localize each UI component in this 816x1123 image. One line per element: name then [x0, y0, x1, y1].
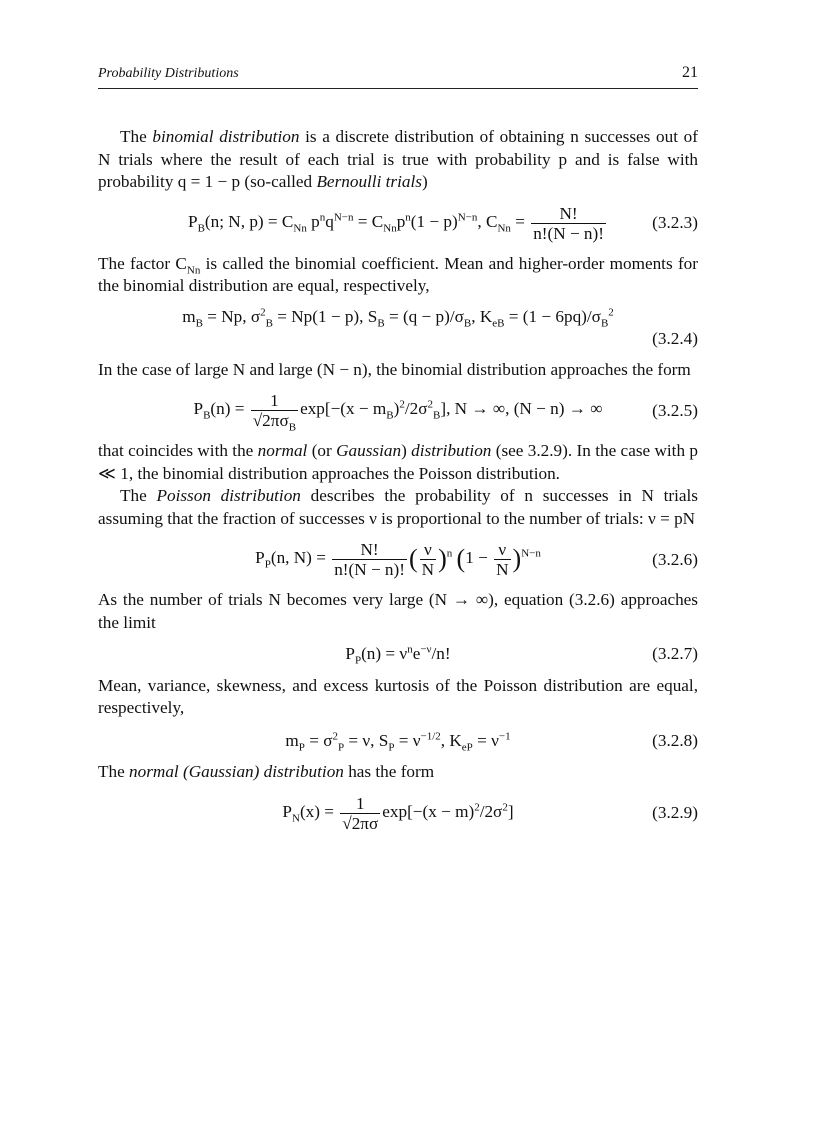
- paragraph-poisson-moments: Mean, variance, skewness, and excess kurtosis of the Poisson distribution are equal, respectively,: [98, 675, 698, 717]
- paragraph-normal-limit: that coincides with the normal (or Gaussian) distribution (see 3.2.9). In the case with p ≪ 1, the binomial distribution approaches the Poisson distribution.: [98, 441, 699, 483]
- equation-3-2-5: $P_B(n)$ = $\frac{1}{√2\pi\sigma_B}$ $\exp[-(x - m_B)^2/2\sigma^2_B]$, N → ∞, (N − n) → ∞ (3.2.5): [193, 391, 698, 434]
- equation-number: (3.2.8): [652, 730, 698, 750]
- paragraph-large-n: In the case of large N and large (N − n), the binomial distribution approaches the form: [98, 359, 691, 379]
- equation-3-2-8: $m_P = \sigma^2_P = \nu$, $S_P = \nu^{-1/2}$, $K_{eP} = \nu^{-1}$ (3.2.8): [285, 729, 698, 753]
- paragraph-poisson-intro: The Poisson distribution describes the probability of n successes in N trials assuming that the fraction of successes ν is proportional to the number of trials: ν = pN: [98, 486, 698, 528]
- equation-3-2-3: $P_B(n$; N, $p) = C_{Nn}$ $p^nq^{N-n} = C_{Nn}p^n(1 - p)^{N-n}$, $C_{Nn}$ = $\frac{N!}{n!(N - n)!}$ (3.2.3): [188, 203, 698, 243]
- paragraph-poisson-limit: As the number of trials N becomes very large (N → ∞), equation (3.2.6) approaches the limit: [98, 590, 698, 632]
- page-body: [98, 126, 698, 841]
- equation-number: (3.2.4): [652, 329, 698, 348]
- paragraph-normal-intro: The normal (Gaussian) distribution has the form: [98, 762, 435, 781]
- equation-number: (3.2.3): [652, 212, 698, 232]
- equation-3-2-7: $P_P(n) = \nu^ne^{-\nu}/n$! (3.2.7): [345, 643, 698, 667]
- running-header: [98, 62, 698, 89]
- equation-number: (3.2.7): [652, 644, 698, 663]
- equation-3-2-9: $P_N(x)$ = $\frac{1}{√2\pi\sigma}$ $\exp[-(x - m)^2/2\sigma^2]$ (3.2.9): [282, 793, 698, 833]
- page-number: 21: [682, 64, 698, 81]
- equation-number: (3.2.5): [652, 400, 698, 420]
- equation-3-2-4: $m_B = Np$, $\sigma^2_B = Np(1 - p)$, $S_B = (q - p)/\sigma_B$, $K_{eB} = (1 - 6pq)/\sigma_B^2$: [182, 305, 614, 329]
- paragraph-binomial-intro: The binomial distribution is a discrete distribution of obtaining n successes out of N trials where the result of each trial is true with probability p and is false with probability q = 1 − p (so-called Bernoulli trials): [98, 127, 698, 191]
- running-title: Probability Distributions: [98, 66, 239, 81]
- paragraph-binomial-coefficient: The factor $C_{Nn}$ is called the binomial coefficient. Mean and higher-order moments for the binomial distribution are equal, respectively,: [98, 253, 698, 295]
- equation-number: (3.2.9): [652, 802, 698, 822]
- equation-3-2-6: $P_P(n$, N) = $\frac{N!}{n!(N - n)!}$ ( $\frac{\nu}{N}$ )$^n$ (1 − $\frac{\nu}{N}$ )$^{N-n}$ (3.2.6): [255, 540, 698, 579]
- equation-number: (3.2.6): [652, 549, 698, 569]
